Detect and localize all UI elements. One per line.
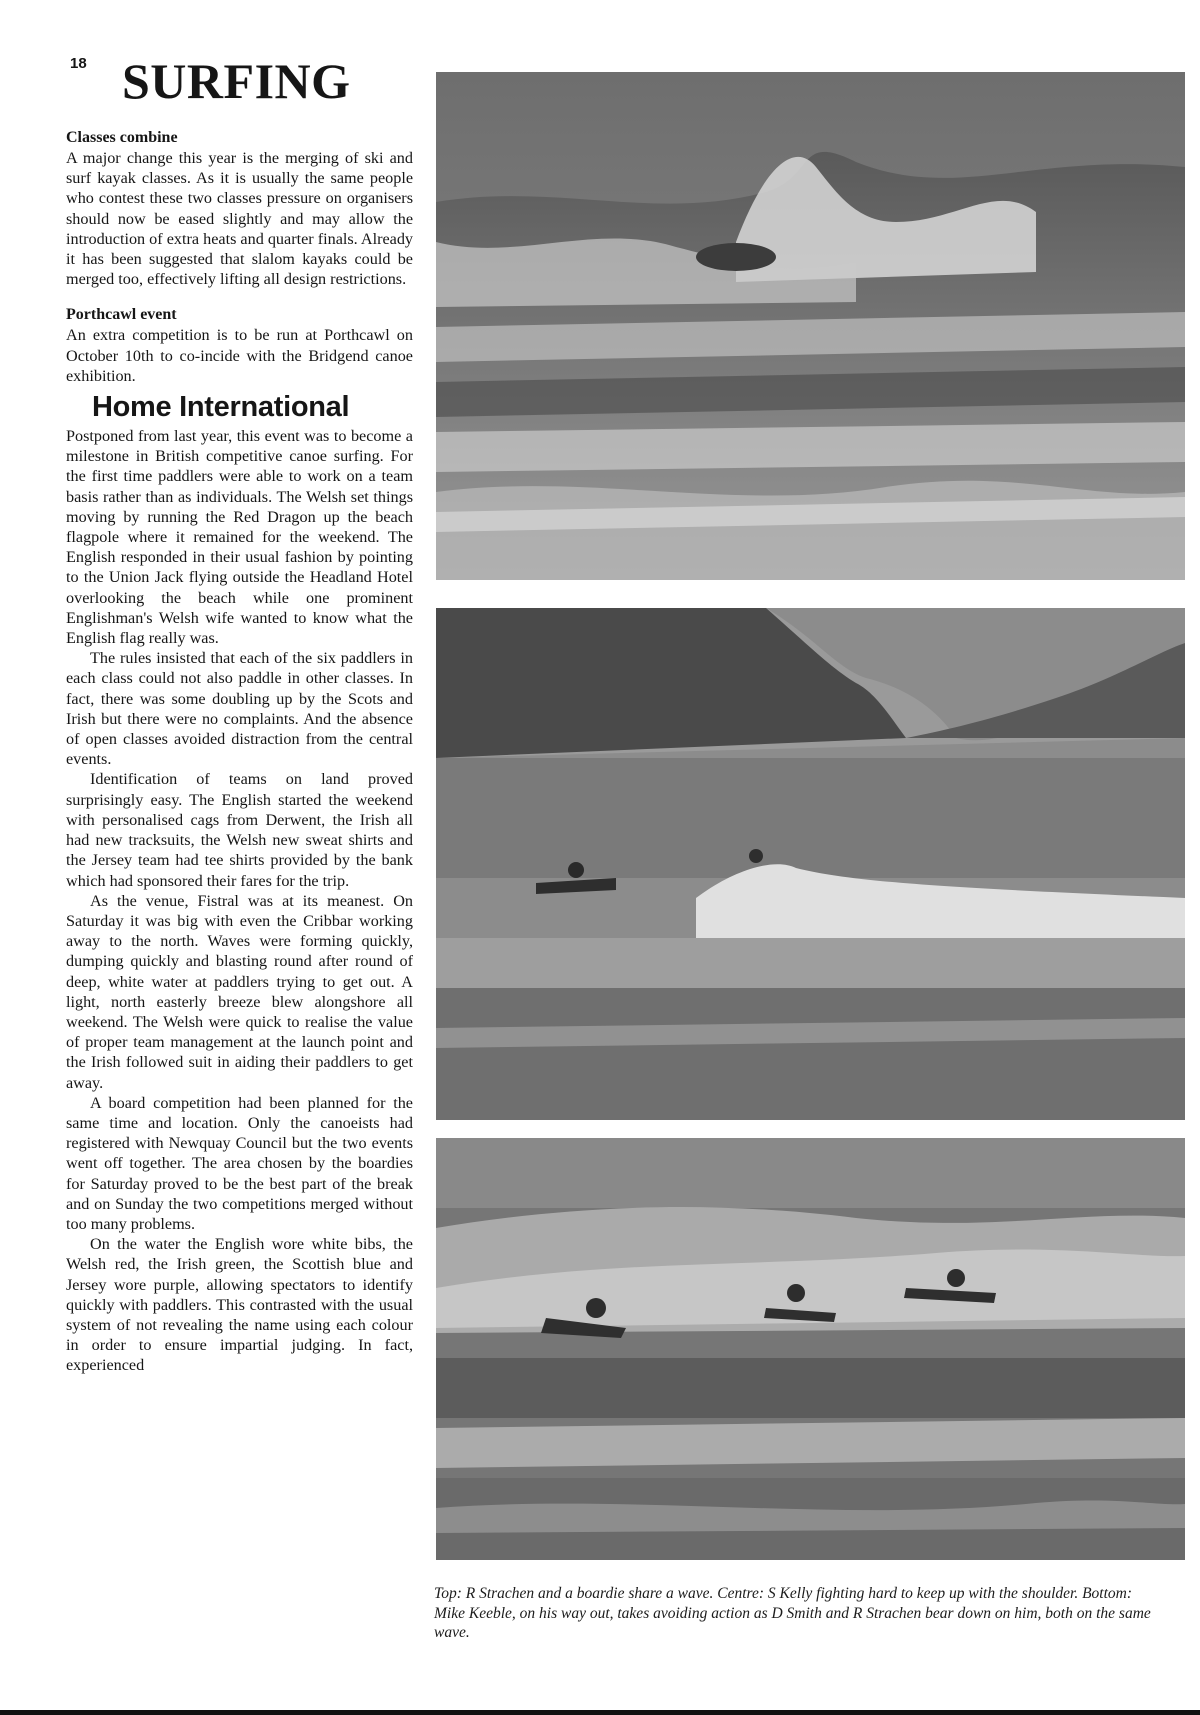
photo-top-image (436, 72, 1185, 580)
section-paragraph: An extra competition is to be run at Porthcawl on October 10th to co-incide with the Bridgend canoe exhibition. (66, 326, 413, 385)
photo-bottom-paddlers (436, 1138, 1185, 1560)
page-title: SURFING (122, 53, 351, 109)
page-number: 18 (70, 55, 87, 72)
feature-paragraph: Postponed from last year, this event was to become a milestone in British competitive canoe surfing. For the first time paddlers were able to work on a team basis rather than as individuals. The Welsh set things moving by running the Red Dragon up the beach flagpole where it remained for the weekend. The English responded in their usual fashion by pointing to the Union Jack flying outside the Headland Hotel overlooking the beach while one prominent Englishman's Welsh wife wanted to know what the English flag really was. (66, 427, 413, 648)
feature-paragraph: Identification of teams on land proved surprisingly easy. The English started the weekend with personalised cags from Derwent, the Irish all had new tracksuits, the Welsh new sweat shirts and the Jersey team had tee shirts provided by the bank which had sponsored their fares for the trip. (66, 770, 413, 890)
section-heading-porthcawl: Porthcawl event (66, 306, 177, 324)
section-heading-classes: Classes combine (66, 129, 178, 146)
photo-bottom-image (436, 1138, 1185, 1560)
feature-heading: Home International (92, 391, 350, 424)
article-column (66, 128, 413, 1376)
photo-top-wave (436, 72, 1185, 580)
feature-paragraph: On the water the English wore white bibs, the Welsh red, the Irish green, the Scottish blue and Jersey wore purple, allowing spectators to identify quickly with paddlers. This contrasted with the usual system of not revealing the name using each colour in order to ensure impartial judging. In fact, experienced (66, 1235, 413, 1375)
feature-paragraph: The rules insisted that each of the six paddlers in each class could not also paddle in other classes. In fact, there was some doubling up by the Scots and Irish but there were no complaints. And the absence of open classes avoided distraction from the central events. (66, 649, 413, 769)
section-paragraph: A major change this year is the merging of ski and surf kayak classes. As it is usually the same people who contest these two classes pressure on organisers should now be eased slightly and may allow the introduction of extra heats and quarter finals. Already it has been suggested that slalom kayaks could be merged too, effectively lifting all design restrictions. (66, 149, 414, 289)
feature-paragraph: A board competition had been planned for the same time and location. Only the canoeists had registered with Newquay Council but the two events went off together. The area chosen by the boardies for Saturday proved to be the best part of the break and on Sunday the two competitions merged without too many problems. (66, 1093, 413, 1233)
photo-caption: Top: R Strachen and a boardie share a wave. Centre: S Kelly fighting hard to keep up with the shoulder. Bottom: Mike Keeble, on his way out, takes avoiding action as D Smith and R Strachen bear down on him, both on the same wave. (434, 1585, 1151, 1641)
photo-centre-headland (436, 608, 1185, 1120)
page-bottom-rule (0, 1710, 1200, 1715)
photo-centre-image (436, 608, 1185, 1120)
feature-paragraph: As the venue, Fistral was at its meanest. On Saturday it was big with even the Cribbar working away to the north. Waves were forming quickly, dumping quickly and blasting round after round of deep, white water at paddlers trying to get out. A light, north easterly breeze blew alongshore all weekend. The Welsh were quick to realise the value of proper team management at the launch point and the Irish followed suit in aiding their paddlers to get away. (66, 891, 413, 1092)
